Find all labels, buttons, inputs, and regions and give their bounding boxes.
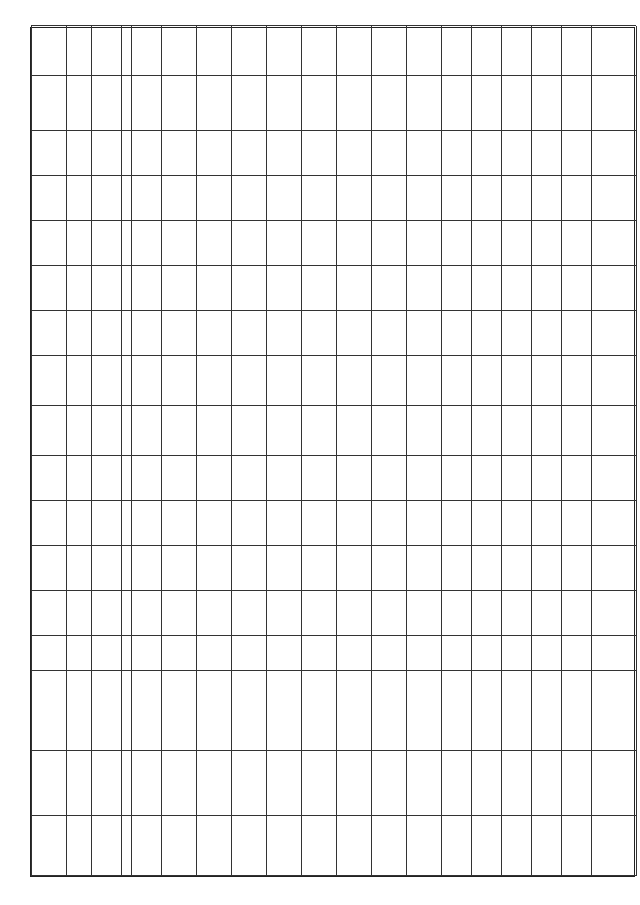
table-column-line [31,590,636,591]
table-column-line [31,75,636,76]
table-column-line [31,500,636,501]
table-column-line [31,750,636,751]
budget-table [30,27,635,877]
table-column-line [31,355,636,356]
table-column-line [31,310,636,311]
table-row-line [196,26,197,876]
table-column-line [31,130,636,131]
rotated-landscape-page [30,27,635,877]
table-row-line [161,26,162,876]
table-row-line [31,26,32,876]
table-column-line [31,175,636,176]
table-row-line [561,26,562,876]
table-row-line [336,26,337,876]
table-row-line [406,26,407,876]
table-column-line [31,815,636,816]
table-row-line [131,26,132,876]
table-row-line [301,26,302,876]
table-column-line [31,405,636,406]
table-row-line [121,26,122,876]
table-row-line [266,26,267,876]
table-row-line [636,26,637,876]
table-column-line [31,455,636,456]
table-column-line [31,545,636,546]
table-column-line [31,220,636,221]
table-column-line [31,265,636,266]
table-column-line [31,25,636,26]
table-row-line [91,26,92,876]
table-row-line [531,26,532,876]
table-row-line [441,26,442,876]
table-row-line [591,26,592,876]
table-column-line [31,635,636,636]
table-column-line [31,670,636,671]
table-row-line [471,26,472,876]
table-row-line [371,26,372,876]
table-row-line [231,26,232,876]
table-row-line [501,26,502,876]
table-row-line [66,26,67,876]
table-column-line [31,875,636,876]
